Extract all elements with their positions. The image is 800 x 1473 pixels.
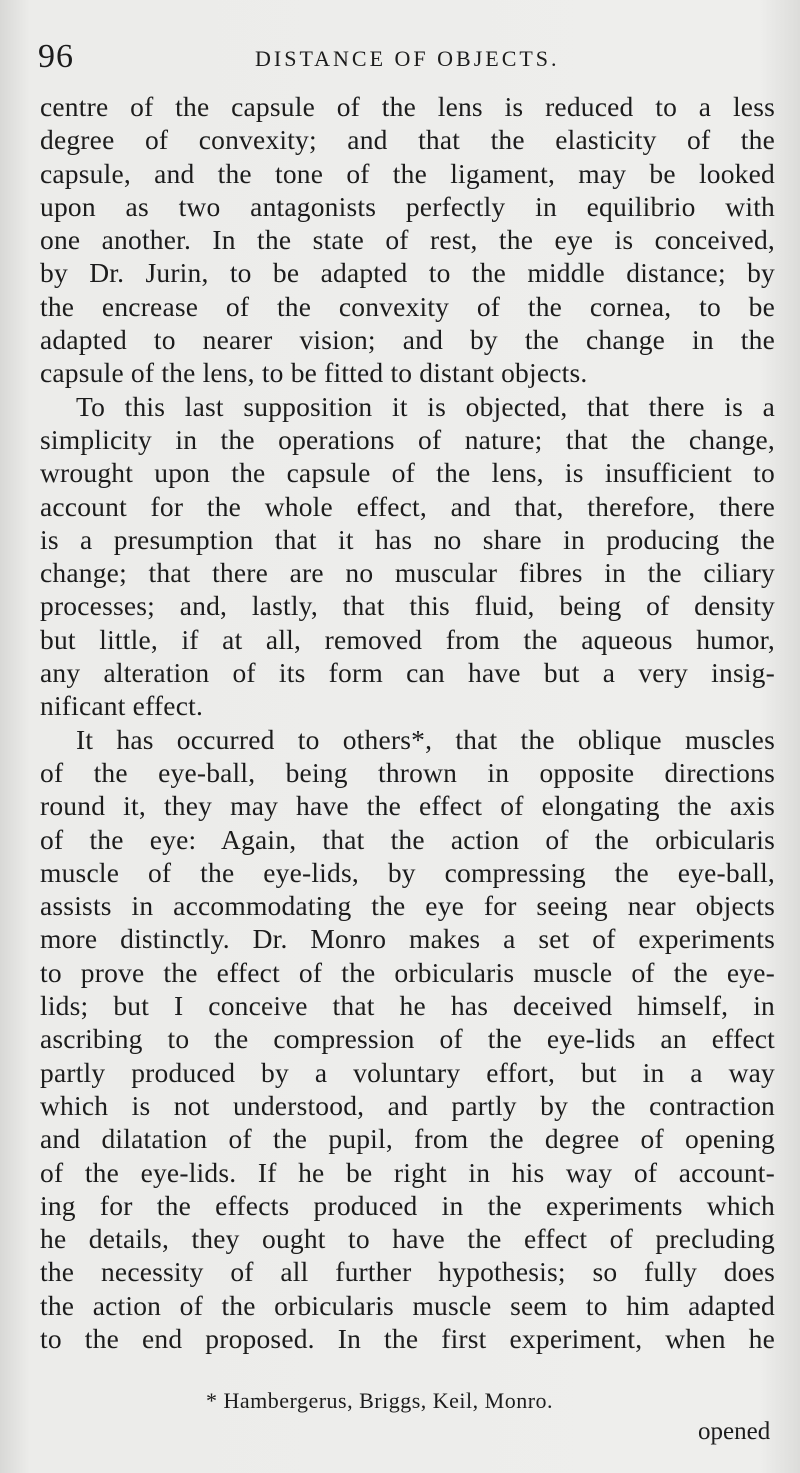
paragraph-start-line: It has occurred to others*, that the oblique muscles bbox=[76, 723, 775, 755]
text-line: any alteration of its form can have but a very insig- bbox=[40, 657, 775, 689]
text-line: ing for the effects produced in the experiments which bbox=[40, 1189, 775, 1221]
page-number: 96 bbox=[38, 38, 74, 75]
text-line: muscle of the eye-lids, by compressing the eye-ball, bbox=[40, 856, 775, 888]
footnote: * Hambergerus, Briggs, Keil, Monro. bbox=[206, 1388, 554, 1413]
text-line: which is not understood, and partly by the contraction bbox=[40, 1089, 775, 1121]
text-line: capsule, and the tone of the ligament, may be looked bbox=[40, 157, 775, 189]
text-line: round it, they may have the effect of elongating the axis bbox=[40, 790, 775, 822]
body-text bbox=[40, 90, 775, 1355]
text-line: but little, if at all, removed from the aqueous humor, bbox=[40, 623, 775, 655]
text-line: and dilatation of the pupil, from the degree of opening bbox=[40, 1123, 775, 1155]
text-line: the action of the orbicularis muscle seem to him adapted bbox=[40, 1289, 775, 1321]
catchword: opened bbox=[698, 1418, 771, 1445]
text-line: nificant effect. bbox=[40, 690, 204, 722]
text-line: simplicity in the operations of nature; that the change, bbox=[40, 423, 775, 455]
page-header bbox=[0, 34, 800, 74]
text-line: more distinctly. Dr. Monro makes a set of experiments bbox=[40, 923, 775, 955]
text-line: ascribing to the compression of the eye-lids an effect bbox=[40, 1023, 775, 1055]
text-line: is a presumption that it has no share in producing the bbox=[40, 523, 775, 555]
text-line: wrought upon the capsule of the lens, is insufficient to bbox=[40, 457, 775, 489]
paragraph-start-line: To this last supposition it is objected, that there is a bbox=[76, 390, 775, 422]
text-line: centre of the capsule of the lens is reduced to a less bbox=[40, 91, 775, 122]
text-line: of the eye: Again, that the action of the orbicularis bbox=[40, 823, 775, 855]
text-line: account for the whole effect, and that, therefore, there bbox=[40, 490, 775, 522]
text-line: processes; and, lastly, that this fluid, being of density bbox=[40, 590, 775, 622]
text-line: to prove the effect of the orbicularis muscle of the eye- bbox=[40, 956, 775, 988]
text-line: by Dr. Jurin, to be adapted to the middle distance; by bbox=[40, 257, 775, 289]
text-line: the encrease of the convexity of the cornea, to be bbox=[40, 290, 775, 322]
text-line: adapted to nearer vision; and by the change in the bbox=[40, 324, 775, 356]
text-line: of the eye-lids. If he be right in his way of account- bbox=[40, 1156, 775, 1188]
text-line: partly produced by a voluntary effort, but in a way bbox=[40, 1056, 775, 1088]
text-line: of the eye-ball, being thrown in opposite directions bbox=[40, 756, 775, 788]
text-line: he details, they ought to have the effect of precluding bbox=[40, 1223, 775, 1255]
text-line: upon as two antagonists perfectly in equilibrio with bbox=[40, 190, 775, 222]
text-line: one another. In the state of rest, the eye is conceived, bbox=[40, 224, 775, 256]
text-line: assists in accommodating the eye for seeing near objects bbox=[40, 890, 775, 922]
text-line: change; that there are no muscular fibres in the ciliary bbox=[40, 557, 775, 589]
text-line: the necessity of all further hypothesis; so fully does bbox=[40, 1256, 775, 1288]
text-line: to the end proposed. In the first experiment, when he bbox=[40, 1322, 775, 1354]
text-line: lids; but I conceive that he has deceived himself, in bbox=[40, 990, 775, 1022]
text-line: capsule of the lens, to be fitted to distant objects. bbox=[40, 357, 588, 389]
text-line: degree of convexity; and that the elasticity of the bbox=[40, 124, 775, 156]
running-head: DISTANCE OF OBJECTS. bbox=[255, 46, 560, 71]
